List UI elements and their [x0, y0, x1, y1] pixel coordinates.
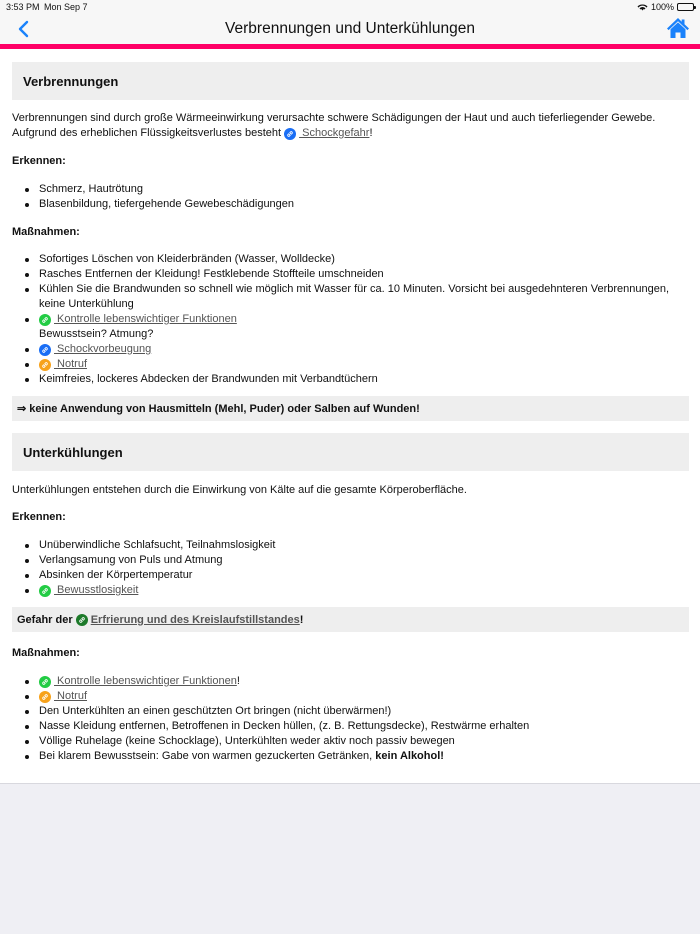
list-item-drinks — [12, 749, 682, 764]
list-item: Unüberwindliche Schlafsucht, Teilnahmslosigkeit — [12, 538, 682, 553]
navigation-bar — [0, 14, 700, 44]
item-bold: kein Alkohol! — [375, 750, 444, 762]
link-kontrolle-funktionen[interactable]: Kontrolle lebenswichtiger Funktionen — [54, 675, 237, 687]
list-item: Kühlen Sie die Brandwunden so schnell wie möglich mit Wasser für ca. 10 Minuten. Vorsicht bei ausgedehnteren Verbrennungen, keine Unterkühlung — [12, 282, 682, 312]
hypothermia-recognize-label: Erkennen: — [12, 511, 66, 523]
section-header-burns — [12, 62, 689, 100]
link-icon — [39, 676, 51, 688]
list-item: Sofortiges Löschen von Kleiderbränden (Wasser, Wolldecke) — [12, 252, 682, 267]
list-item-vital — [12, 312, 682, 342]
list-item: Völlige Ruhelage (keine Schocklage), Unterkühlten weder aktiv noch passiv bewegen — [12, 734, 682, 749]
burns-measures-list — [12, 252, 682, 387]
page-title: Verbrennungen und Unterkühlungen — [225, 20, 475, 37]
burns-intro — [12, 111, 690, 141]
list-item-shock — [12, 342, 682, 357]
intro-end: ! — [369, 127, 373, 139]
burns-recognize-list — [12, 182, 682, 212]
hypothermia-recognize-list — [12, 538, 682, 598]
link-notruf[interactable]: Notruf — [54, 690, 88, 702]
list-item: Absinken der Körpertemperatur — [12, 568, 682, 583]
home-button[interactable] — [666, 16, 690, 40]
list-item: Blasenbildung, tiefergehende Gewebeschädigungen — [12, 197, 682, 212]
link-schockgefahr[interactable]: Schockgefahr — [299, 127, 370, 139]
list-item-unconscious — [12, 583, 682, 598]
hypothermia-measures-label: Maßnahmen: — [12, 647, 80, 659]
list-item-vital — [12, 674, 682, 689]
link-icon — [39, 691, 51, 703]
link-schockvorbeugung[interactable]: Schockvorbeugung — [54, 343, 152, 355]
status-right — [637, 2, 694, 12]
vital-end: ! — [236, 675, 240, 687]
section-header-hypothermia — [12, 433, 689, 471]
callout-prefix: Gefahr der — [17, 613, 73, 626]
item-text: Bei klarem Bewusstsein: Gabe von warmen gezuckerten Getränken, — [39, 750, 376, 762]
list-item: Den Unterkühlten an einen geschützten Ort bringen (nicht überwärmen!) — [12, 704, 682, 719]
hypothermia-measures-list — [12, 674, 682, 764]
burns-recognize-label: Erkennen: — [12, 155, 66, 167]
section-title: Verbrennungen — [23, 73, 119, 89]
status-time: 3:53 PM — [6, 2, 40, 12]
link-icon — [39, 359, 51, 371]
status-date: Mon Sep 7 — [44, 2, 88, 12]
link-icon — [76, 614, 88, 626]
callout-end: ! — [299, 613, 304, 626]
link-icon — [39, 585, 51, 597]
list-item: Nasse Kleidung entfernen, Betroffenen in Decken hüllen, (z. B. Rettungsdecke), Restwärme erhalten — [12, 719, 682, 734]
link-icon — [284, 128, 296, 140]
battery-percent: 100% — [650, 2, 674, 12]
list-item: Schmerz, Hautrötung — [12, 182, 682, 197]
home-icon — [666, 16, 690, 40]
burns-warning-callout: ⇒ keine Anwendung von Hausmitteln (Mehl, Puder) oder Salben auf Wunden! — [12, 396, 689, 421]
hypothermia-danger-callout — [12, 607, 689, 632]
list-item-emergency — [12, 689, 682, 704]
hypothermia-intro: Unterkühlungen entstehen durch die Einwirkung von Kälte auf die gesamte Körperoberfläche. — [12, 484, 467, 496]
link-icon — [39, 344, 51, 356]
link-icon — [39, 314, 51, 326]
link-bewusstlosigkeit[interactable]: Bewusstlosigkeit — [54, 584, 139, 596]
vital-subtext: Bewusstsein? Atmung? — [39, 328, 154, 340]
status-bar — [0, 0, 700, 14]
list-item: Rasches Entfernen der Kleidung! Festklebende Stoffteile umschneiden — [12, 267, 682, 282]
list-item: Keimfreies, lockeres Abdecken der Brandwunden mit Verbandtüchern — [12, 372, 682, 387]
wifi-icon — [637, 3, 648, 11]
battery-icon — [677, 3, 694, 11]
content-area — [0, 49, 700, 784]
list-item-emergency — [12, 357, 682, 372]
burns-measures-label: Maßnahmen: — [12, 226, 80, 238]
link-notruf[interactable]: Notruf — [54, 358, 88, 370]
link-kontrolle-funktionen[interactable]: Kontrolle lebenswichtiger Funktionen — [54, 313, 237, 325]
section-title: Unterkühlungen — [23, 444, 123, 460]
list-item: Verlangsamung von Puls und Atmung — [12, 553, 682, 568]
link-erfrierung[interactable]: Erfrierung und des Kreislaufstillstandes — [90, 613, 300, 626]
intro-text: Verbrennungen sind durch große Wärmeeinwirkung verursachte schwere Schädigungen der Haut und auch tieferliegender Gewebe. Aufgrund des erheblichen Flüssigkeitsverlustes besteht — [12, 112, 656, 139]
